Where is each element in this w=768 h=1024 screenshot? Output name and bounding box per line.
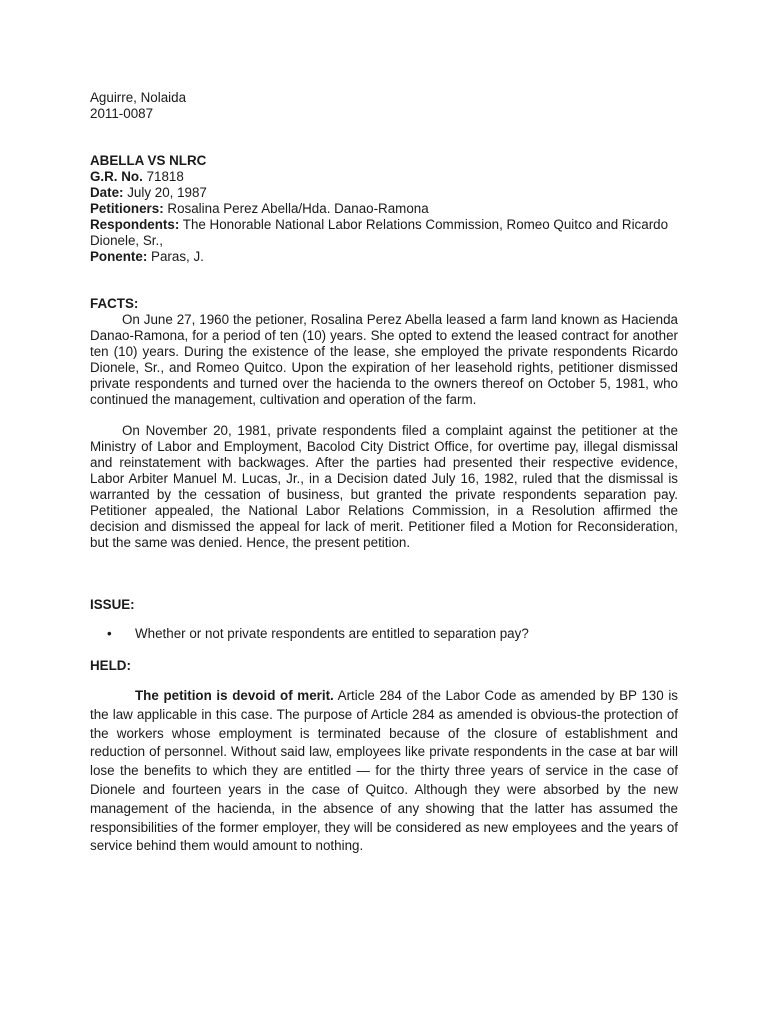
case-title: ABELLA VS NLRC bbox=[90, 153, 207, 168]
issue-heading: ISSUE: bbox=[90, 597, 135, 612]
respondents bbox=[90, 217, 678, 249]
list-item bbox=[90, 626, 678, 642]
facts-paragraph-2: On November 20, 1981, private respondents filed a complaint against the petitioner at the Ministry of Labor and Employment, Bacolod City District Office, for overtime pay, illegal dismissal and reinstatement with backwages. After the parties had presented their respective evidence, Labor Arbiter Manuel M. Lucas, Jr., in a Decision dated July 16, 1982, ruled that the dismissal is warranted by the cessation of business, but granted the private respondents separation pay. Petitioner appealed, the National Labor Relations Commission, in a Resolution affirmed the decision and dismissed the appeal for lack of merit. Petitioner filed a Motion for Reconsideration, but the same was denied. Hence, the present petition. bbox=[90, 423, 678, 550]
held-heading: HELD: bbox=[90, 658, 131, 673]
ponente-value: Paras, J. bbox=[151, 249, 204, 264]
gr-number bbox=[90, 169, 678, 185]
ponente-label: Ponente: bbox=[90, 249, 148, 264]
facts-section bbox=[90, 296, 678, 551]
case-date bbox=[90, 185, 678, 201]
held-section bbox=[90, 658, 678, 856]
author-header bbox=[90, 90, 678, 122]
date-label: Date: bbox=[90, 185, 124, 200]
bullet-icon: • bbox=[107, 626, 112, 641]
facts-paragraph-1: On June 27, 1960 the petioner, Rosalina Perez Abella leased a farm land known as Hacienda Danao-Ramona, for a period of ten (10) years. She opted to extend the leased contract for another ten (10) years. During the existence of the lease, she employed the private respondents Ricardo Dionele, Sr., and Romeo Quitco. Upon the expiration of her leasehold rights, petitioner dismissed private respondents and turned over the hacienda to the owners thereof on October 5, 1981, who continued the management, cultivation and operation of the farm. bbox=[90, 312, 678, 407]
ponente bbox=[90, 249, 678, 265]
held-paragraph bbox=[90, 687, 678, 856]
petitioners bbox=[90, 201, 678, 217]
gr-value: 71818 bbox=[146, 169, 184, 184]
petitioners-label: Petitioners: bbox=[90, 201, 164, 216]
respondents-value: The Honorable National Labor Relations Commission, Romeo Quitco and Ricardo Dionele, Sr., bbox=[90, 217, 669, 248]
respondents-label: Respondents: bbox=[90, 217, 180, 232]
petitioners-value: Rosalina Perez Abella/Hda. Danao-Ramona bbox=[167, 201, 429, 216]
date-value: July 20, 1987 bbox=[127, 185, 207, 200]
held-text: Article 284 of the Labor Code as amended by BP 130 is the law applicable in this case. The purpose of Article 284 as amended is obvious-the protection of the workers whose employment is terminated because of the closure of establishment and reduction of personnel. Without said law, employees like private respondents in the case at bar will lose the benefits to which they are entitled — for the thirty three years of service in the case of Dionele and fourteen years in the case of Quitco. Although they were absorbed by the new management of the hacienda, in the absence of any showing that the latter has assumed the responsibilities of the former employer, they will be considered as new employees and the years of service behind them would amount to nothing. bbox=[90, 688, 678, 854]
issue-item-text: Whether or not private respondents are entitled to separation pay? bbox=[135, 626, 529, 641]
facts-heading: FACTS: bbox=[90, 296, 139, 311]
case-info bbox=[90, 153, 678, 265]
author-id: 2011-0087 bbox=[90, 106, 154, 121]
issue-section bbox=[90, 597, 678, 642]
held-lead: The petition is devoid of merit. bbox=[135, 688, 334, 703]
gr-label: G.R. No. bbox=[90, 169, 143, 184]
issue-list bbox=[90, 626, 678, 642]
author-name: Aguirre, Nolaida bbox=[90, 90, 187, 105]
